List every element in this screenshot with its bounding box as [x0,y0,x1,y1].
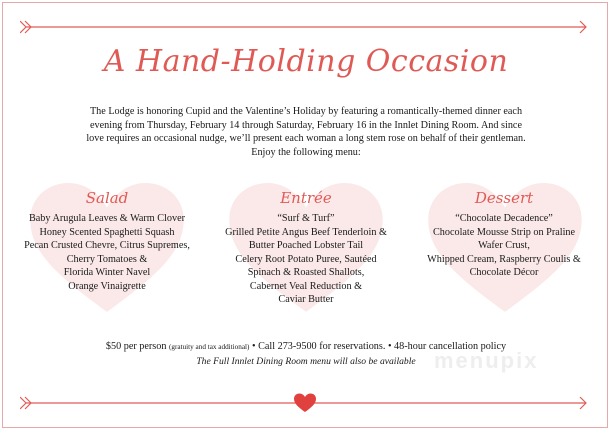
menu-section-dessert [409,188,599,280]
menu-line: Chocolate Décor [469,267,539,278]
menu-line: Wafer Crust, [478,240,530,251]
intro-line: evening from Thursday, February 14 through Saturday, February 16 in the Innlet Dining Room. And since [90,119,522,131]
reservation-text: • Call 273-9500 for reservations. • 48-hour cancellation policy [251,341,507,352]
menu-line: Florida Winter Navel [63,267,151,278]
decorative-arrow-top [20,20,592,34]
intro-line: The Lodge is honoring Cupid and the Valentine’s Holiday by featuring a romantically-themed dinner each [89,106,523,117]
menu-line: Orange Vinaigrette [68,280,146,292]
menu-section-salad [12,188,202,293]
menu-line: Chocolate Mousse Strip on Praline [432,226,576,238]
heart-icon [294,393,316,413]
price-line [0,340,612,354]
section-heading: Dessert [474,189,534,207]
menu-line: Whipped Cream, Raspberry Coulis & [427,253,581,265]
price-note: (gratuity and tax additional) [168,343,250,351]
page-title: A Hand-Holding Occasion [103,44,509,79]
section-heading: Salad [85,189,129,207]
menu-line: Pecan Crusted Chevre, Citrus Supremes, [24,240,190,251]
menu-section-entree [211,188,401,307]
intro-line: love requires an occasional nudge, we’ll present each woman a long stem rose on behalf of their gentleman. [86,133,526,145]
intro-line: Enjoy the following menu: [251,146,361,158]
price-text: $50 per person [105,341,167,352]
menu-line: Caviar Butter [278,294,334,305]
menu-line: Celery Root Potato Puree, Sautéed [235,253,377,265]
menu-line: Cabernet Veal Reduction & [249,280,363,292]
menu-line: Butter Poached Lobster Tail [248,240,364,251]
menu-line: Baby Arugula Leaves & Warm Clover [28,213,185,224]
intro-text [60,105,552,159]
menu-note: The Full Innlet Dining Room menu will also be available [196,356,416,367]
watermark-logo: menupix [434,348,539,373]
section-heading: Entrée [280,189,332,207]
menu-line: Cherry Tomatoes & [66,253,148,265]
menu-line: Spinach & Roasted Shallots, [247,267,365,278]
menu-line: Honey Scented Spaghetti Squash [39,226,175,238]
menu-line: “Chocolate Decadence” [455,213,553,224]
menu-line: “Surf & Turf” [277,213,335,224]
menu-line: Grilled Petite Angus Beef Tenderloin & [225,226,387,238]
